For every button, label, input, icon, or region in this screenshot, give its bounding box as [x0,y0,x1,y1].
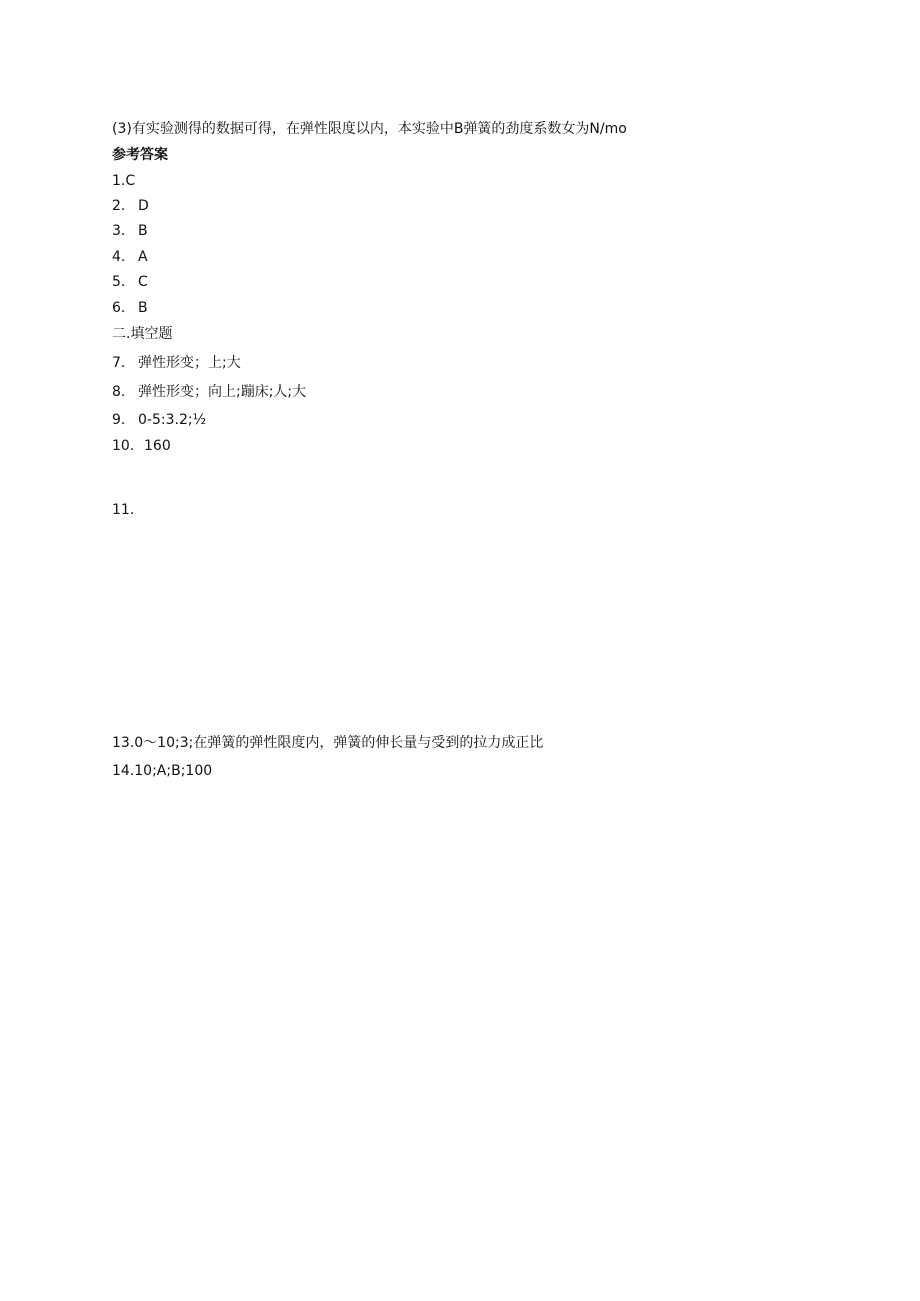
answer-value: B [138,300,148,316]
answer-4 [112,248,148,266]
answer-number: 7. [112,355,126,371]
answer-number: 4. [112,249,126,265]
answer-5 [112,273,148,291]
answer-value: D [138,198,149,214]
answer-9 [112,411,206,429]
answer-value: A [138,249,148,265]
answer-value: 弹性形变；向上;蹦床;人;大 [138,384,307,400]
answer-number: 2. [112,198,126,214]
answer-number: 8. [112,384,126,400]
answer-number: 11. [112,502,135,518]
answer-number: 9. [112,412,126,428]
answer-value: 160 [144,438,171,454]
answer-1: 1.C [112,173,136,189]
question-fragment: (3)有实验测得的数据可得，在弹性限度以内，本实验中B弹簧的劲度系数女为N/mo [112,121,627,137]
answer-8 [112,383,306,401]
answer-value: B [138,223,148,239]
answer-3 [112,222,148,240]
answer-number: 3. [112,223,126,239]
answers-heading: 参考答案 [112,147,168,163]
fill-heading: 二.填空题 [112,326,173,342]
answer-13: 13.0～10;3;在弹簧的弹性限度内，弹簧的伸长量与受到的拉力成正比 [112,735,544,751]
answer-value: C [138,274,148,290]
answer-11 [112,501,144,519]
answer-6 [112,299,148,317]
answer-2 [112,197,149,215]
answer-14: 14.10;A;B;100 [112,763,213,779]
answer-value: 弹性形变；上;大 [138,355,241,371]
answer-10 [112,437,171,455]
answer-7 [112,354,241,372]
answer-number: 10. [112,438,135,454]
answer-value: 0-5:3.2;½ [138,412,207,428]
answer-number: 5. [112,274,126,290]
answer-number: 6. [112,300,126,316]
